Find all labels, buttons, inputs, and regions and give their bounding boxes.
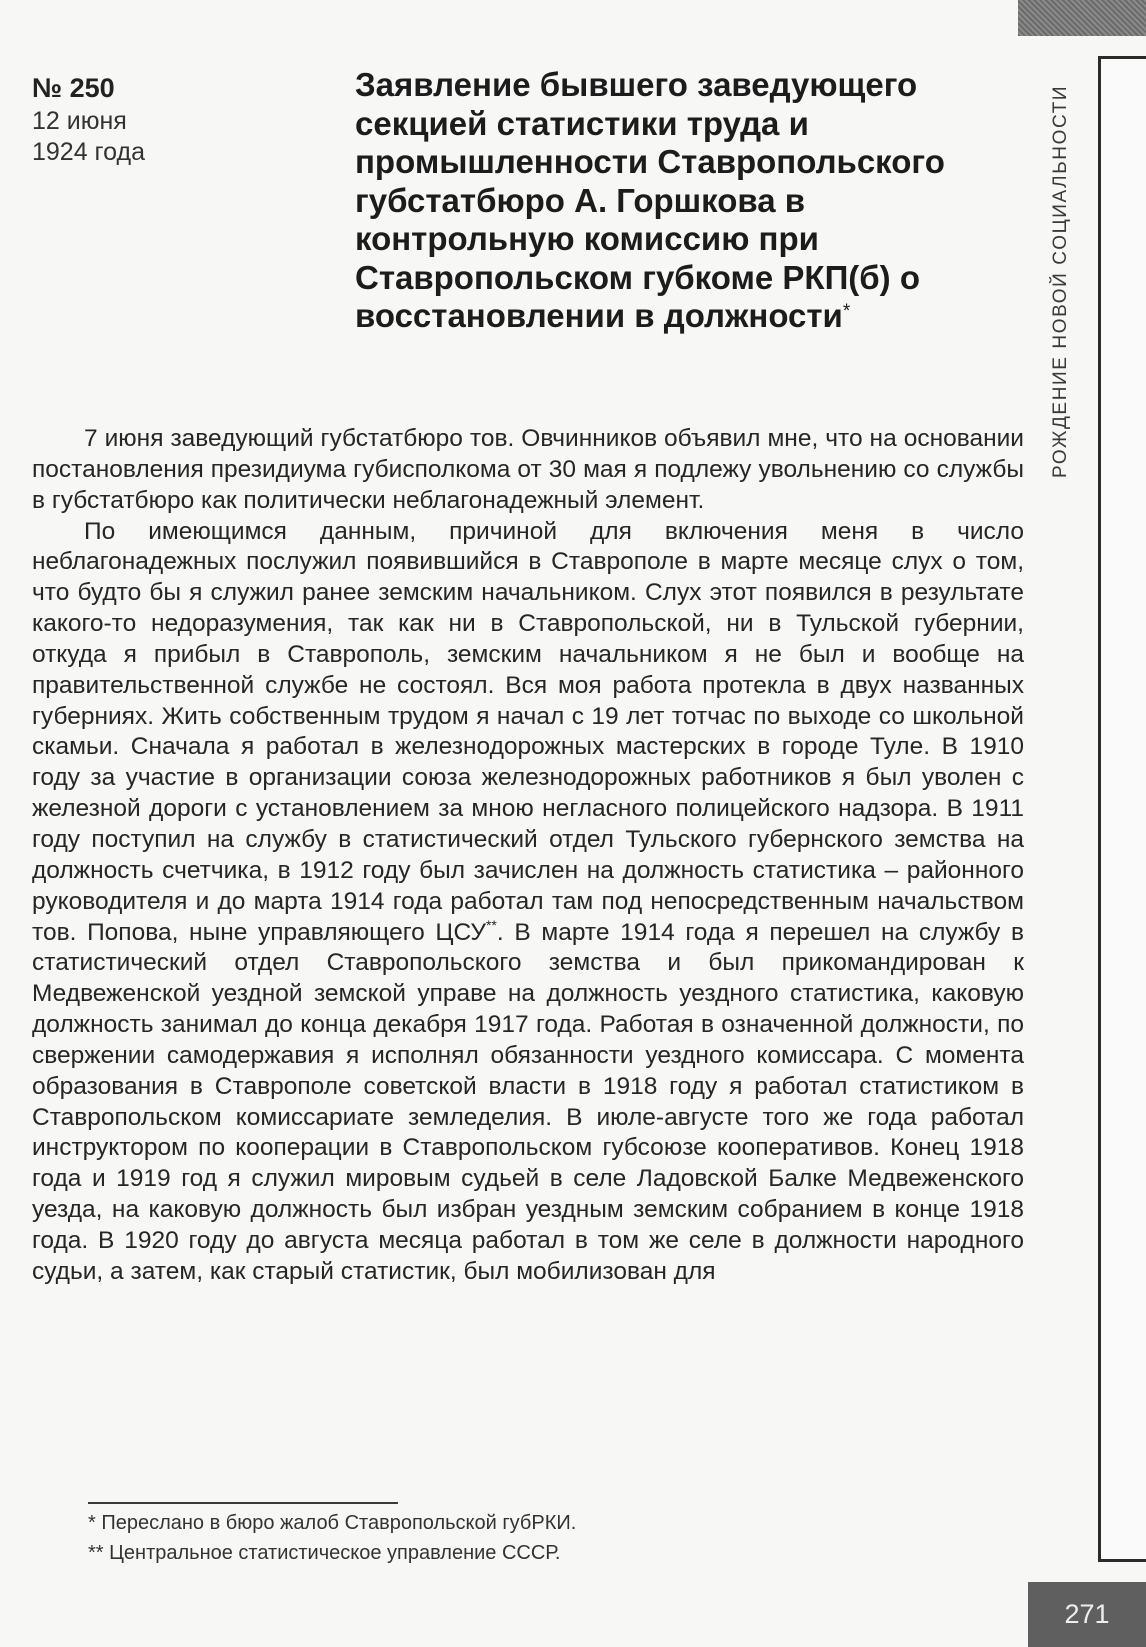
document-body bbox=[32, 424, 1024, 1288]
body-paragraph-text: . В марте 1914 года я перешел на службу в статистический отдел Ставропольского земства и был прикомандирован к Медвеженской уездной земской управе на должность уездного статистика, каковую должность занимал до конца декабря 1917 года. Работая в означенной должности, по свержении самодержавия я исполнял обязанности уездного комиссара. С момента образования в Ставрополе советской власти в 1918 году я работал статистиком в Ставропольском комиссариате земледелия. В июле-августе того же года работал инструктором по кооперации в Ставропольском губсоюзе кооперативов. Конец 1918 года и 1919 год я служил мировым судьей в селе Ладовской Балке Медвеженского уезда, на каковую должность был избран уездным земским собранием в конце 1918 года. В 1920 году до августа месяца работал в том же селе в должности народного судьи, а затем, как старый статистик, был мобилизован для bbox=[32, 918, 1024, 1285]
page-number: 271 bbox=[1028, 1582, 1146, 1647]
document-title-text: Заявление бывшего заведующего секцией статистики труда и промышленности Ставропольского губстатбюро А. Горшкова в контрольную комиссию при Ставропольском губкоме РКП(б) о восстановлении в должности bbox=[355, 66, 945, 334]
corner-tab-decoration bbox=[1018, 0, 1146, 36]
footnotes bbox=[88, 1508, 908, 1568]
document-title bbox=[355, 66, 1025, 336]
adjacent-page-frame bbox=[1098, 56, 1146, 1562]
csu-footnote-marker: ** bbox=[485, 916, 497, 933]
document-number: № 250 bbox=[32, 73, 115, 103]
body-paragraph-text: По имеющимся данным, причиной для включения меня в число неблагонадежных послужил появившийся в Ставрополе в марте месяце слух о том, что будто бы я служил ранее земским начальником. Слух этот появился в результате какого-то недоразумения, так как ни в Ставропольской, ни в Тульской губернии, откуда я прибыл в Ставрополь, земским начальником я не был и вообще на правительственной службе не состоял. Вся моя работа протекла в двух названных губерниях. Жить собственным трудом я начал с 19 лет тотчас по выходе со школьной скамьи. Сначала я работал в железнодорожных мастерских в городе Туле. В 1910 году за участие в организации союза железнодорожных работников я был уволен с железной дороги с установлением за мною негласного полицейского надзора. В 1911 году поступил на службу в статистический отдел Тульского губернского земства на должность счетчика, в 1912 году был зачислен на должность статистика – районного руководителя и до марта 1914 года работал там под непосредственным начальством тов. Попова, ныне управляющего ЦСУ bbox=[32, 517, 1024, 946]
title-footnote-marker: * bbox=[842, 301, 851, 322]
body-paragraph: 7 июня заведующий губстатбюро тов. Овчинников объявил мне, что на основании постановления президиума губисполкома от 30 мая я подлежу увольнению со службы в губстатбюро как политически неблагонадежный элемент. bbox=[32, 425, 1024, 514]
footnote-divider bbox=[88, 1502, 398, 1504]
running-title: РОЖДЕНИЕ НОВОЙ СОЦИАЛЬНОСТИ bbox=[1050, 84, 1071, 478]
document-date-day: 12 июня bbox=[32, 107, 127, 135]
footnote: * Переслано в бюро жалоб Ставропольской губРКИ. bbox=[88, 1512, 577, 1534]
footnote: ** Центральное статистическое управление СССР. bbox=[88, 1542, 561, 1564]
document-date-year: 1924 года bbox=[32, 138, 145, 166]
body-paragraph bbox=[32, 517, 1024, 1288]
document-meta bbox=[32, 72, 292, 168]
